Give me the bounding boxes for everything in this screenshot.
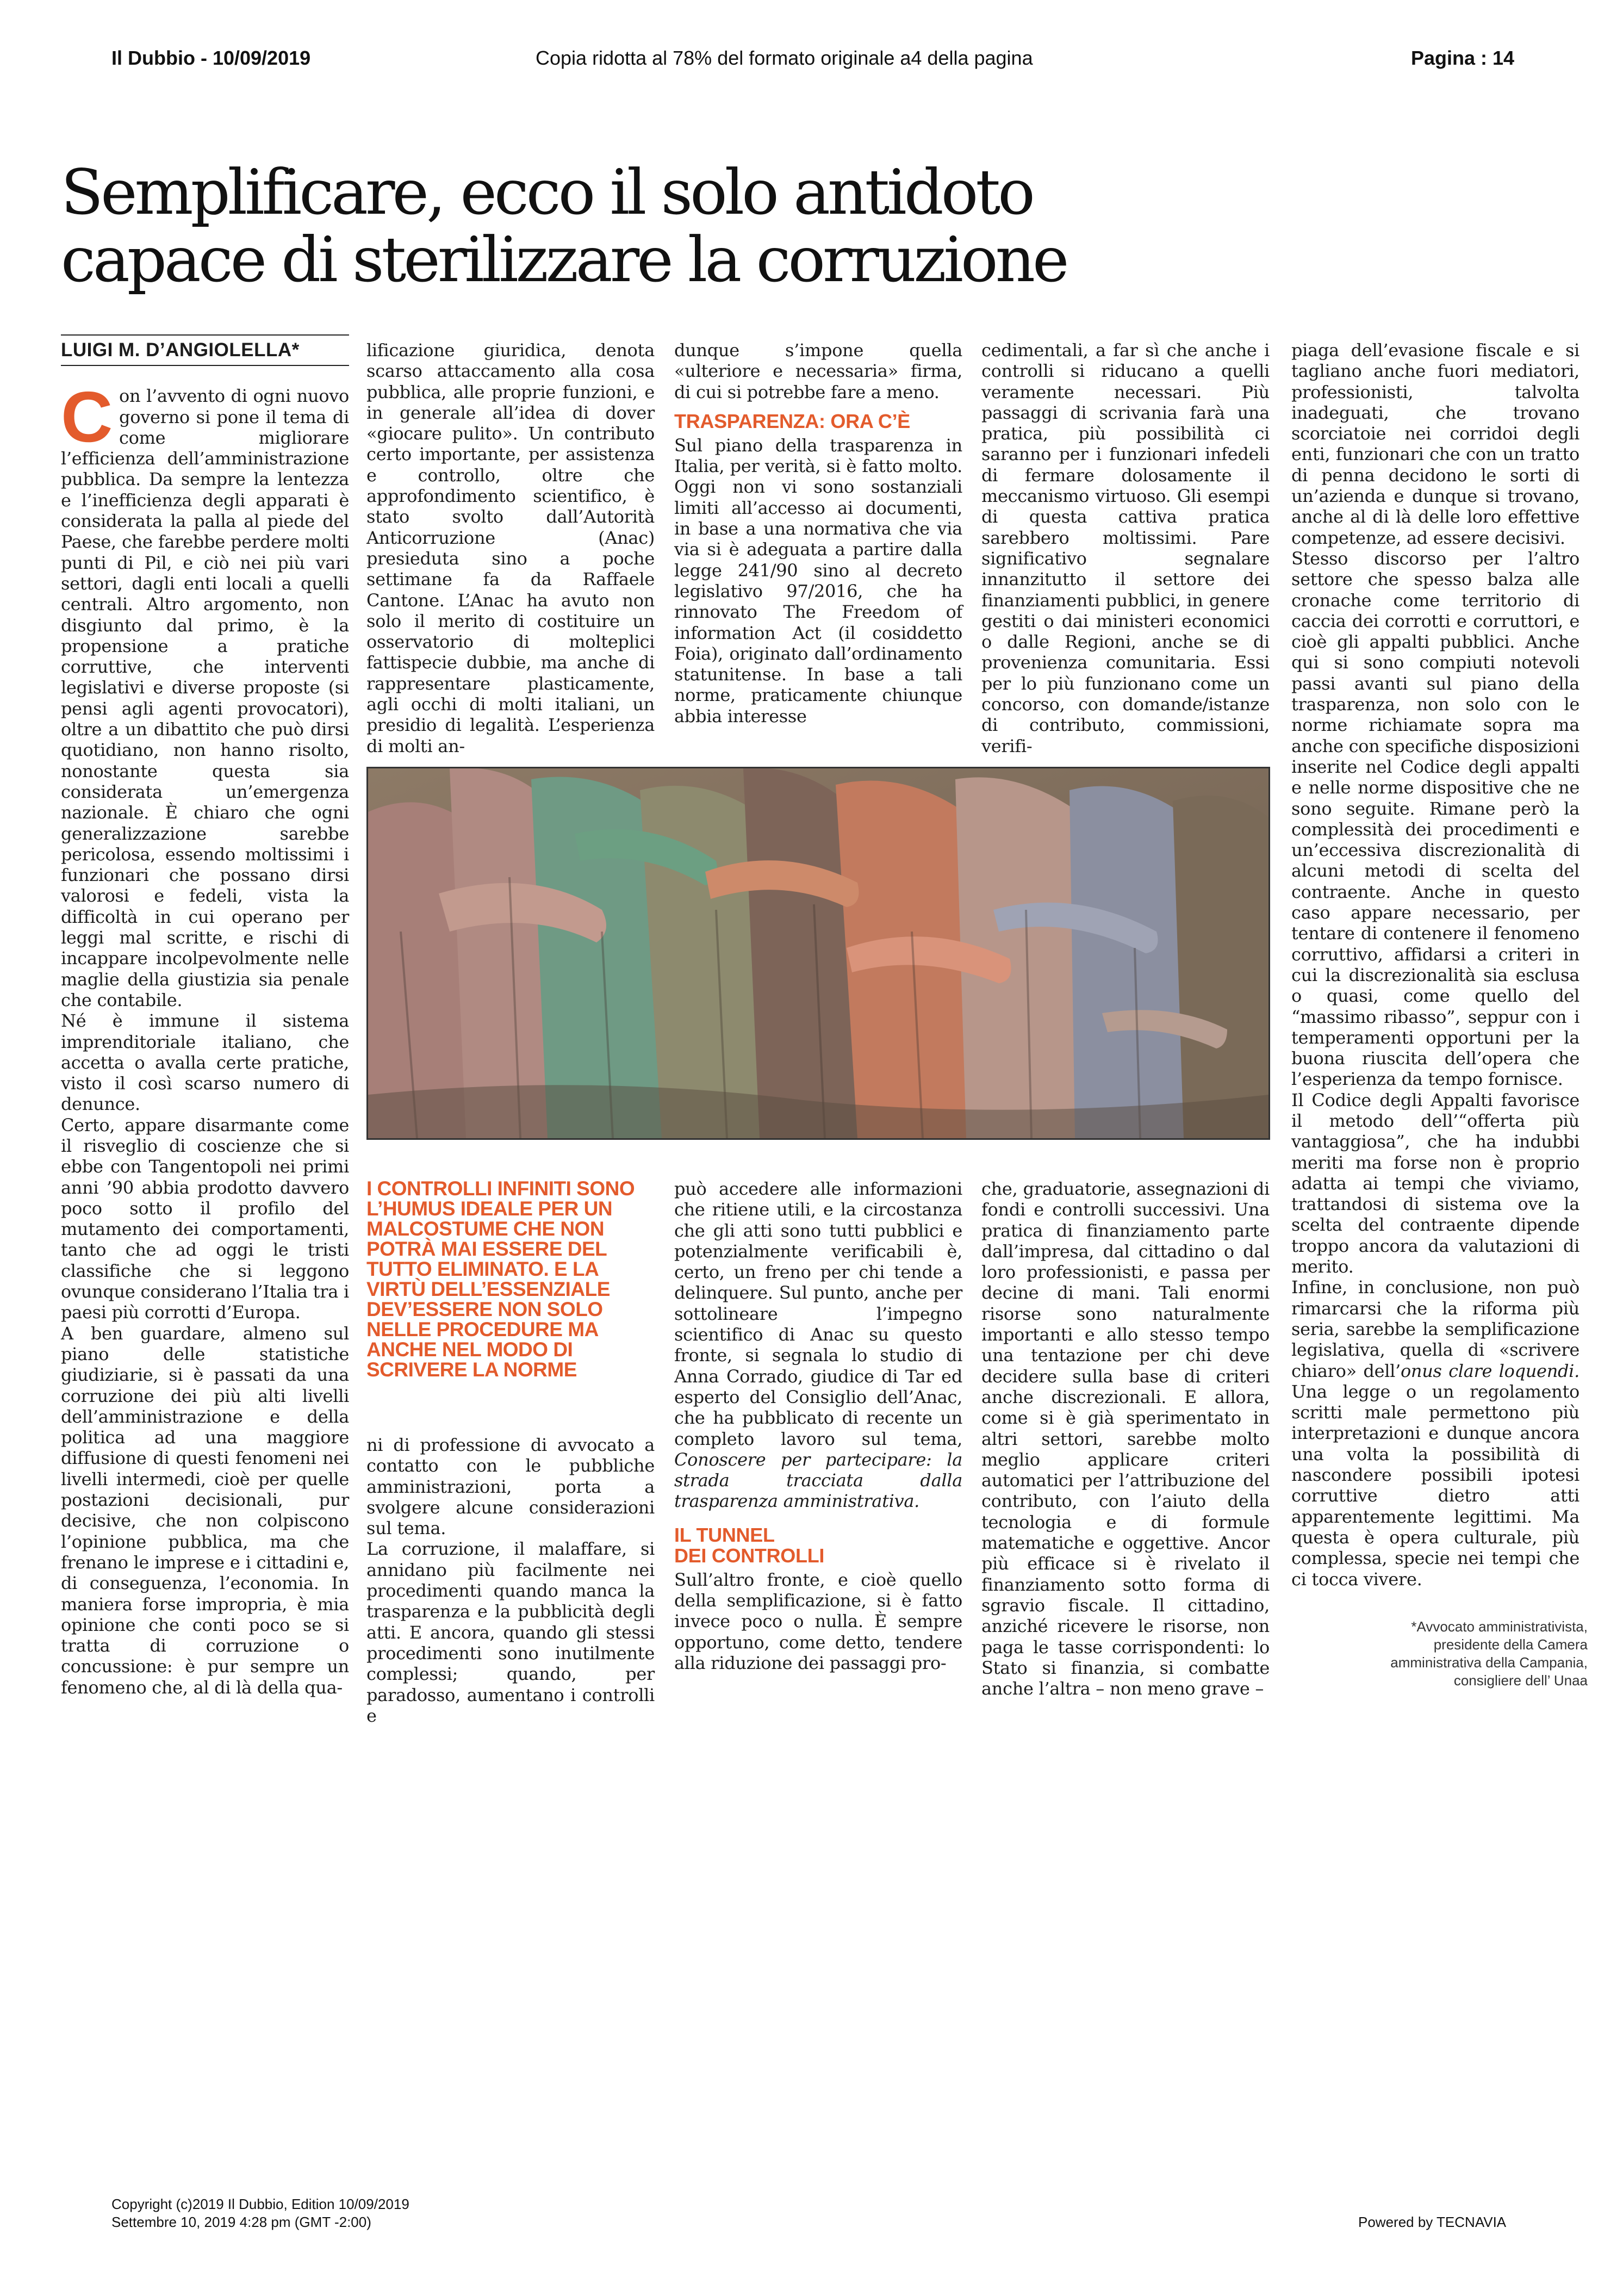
paragraph: [61, 377, 349, 1010]
paragraph-text: può accedere alle informazioni che ritiene utili, e la circostanza che gli atti sono tutti pubblici e potenzialmente verificabili è, certo, un freno per chi tende a delinquere. Sul punto, anche per sottolineare l’impegno scientifico di Anac su questo fronte, si segnala lo studio di Anna Corrado, giudice di Tar ed esperto del Consiglio dell’Anac, che ha pubblicato di recente un completo lavoro sul tema,: [674, 1178, 962, 1449]
latin-phrase: onus clare loquendi.: [1400, 1360, 1580, 1381]
paragraph: che, graduatorie, assegnazioni di fondi e controlli successivi. Una pratica di finanziamento parte dall’impresa, dal cittadino o dal loro professionisti, e passa per decine di mani. Tali enormi risorse sono naturalmente importanti e allo stesso tempo una tentazione per chi deve decidere sulla base di criteri anche discrezionali. E allora, come si è già sperimentato in altri settori, sarebbe molto meglio applicare criteri automatici per l’attribuzione del contributo, con l’aiuto della tecnologia e di formule matematiche e oggettive. Ancor più efficace si è rivelato il finanziamento sotto forma di sgravio fiscale. Il cittadino, anziché ricevere le risorse, non paga le tasse corrispondenti: lo Stato si finanzia, si combatte anche l’altra – non meno grave –: [981, 1178, 1270, 1699]
footnote-line: *Avvocato amministrativista,: [1411, 1618, 1588, 1635]
paragraph: A ben guardare, almeno sul piano delle statistiche giudiziarie, si è passati da una corruzione dei più alti livelli dell’amministrazione e della politica ad una maggiore diffusione di questi fenomeni nei livelli intermedi, cioè per quelle postazioni decisionali, pur decisive, che non colpiscono l’opinione pubblica, ma che frenano le imprese e i cittadini e, di conseguenza, l’economia. In maniera forse impropria, è mia opinione che conti poco se si tratta di corruzione o concussione: è pur sempre un fenomeno che, al di là della qua-: [61, 1323, 349, 1698]
paragraph: La corruzione, il malaffare, si annidano più facilmente nei procedimenti quando manca la trasparenza e la pubblicità degli atti. E ancora, quando gli stessi procedimenti sono inutilmente complessi; quando, per paradosso, aumentano i controlli e: [366, 1538, 655, 1726]
paragraph: piaga dell’evasione fiscale e si tagliano anche fuori mediatori, professionisti, talvolta inadeguati, che trovano scorciatoie nei corridoi degli enti, funzionari che con un tratto di penna decidono le sorti di un’azienda e dunque si trovano, anche al di là delle loro effettive competenze, ad essere decisivi.: [1291, 340, 1580, 548]
timestamp-line: Settembre 10, 2019 4:28 pm (GMT -2:00): [111, 2214, 371, 2230]
column-2-bottom: [366, 1435, 655, 1726]
paragraph: Certo, appare disarmante come il risveglio di coscienze che si ebbe con Tangentopoli nei primi anni ’90 abbia prodotto davvero poco sotto il profilo del mutamento dei comportamenti, tanto che ad oggi le tristi classifiche che si leggono ovunque considerano l’Italia tra i paesi più corrotti d’Europa.: [61, 1114, 349, 1323]
paragraph: Sull’altro fronte, e cioè quello della semplificazione, si è fatto invece poco o nulla. È sempre opportuno, come detto, tendere alla riduzione dei passaggi pro-: [674, 1569, 962, 1673]
drop-cap: C: [61, 377, 113, 457]
column-3-top: [674, 340, 962, 727]
paragraph-text: Una legge o un regolamento scritti male permettono più interpretazioni e dunque ancora una volta la possibilità di nascondere possibili ipotesi corruttive dietro atti apparentemente legittimi. Ma questa è opera culturale, più complessa, specie nei tempi che ci tocca vivere.: [1291, 1381, 1580, 1590]
paragraph: dunque s’impone quella «ulteriore e necessaria» firma, di cui si potrebbe fare a meno.: [674, 340, 962, 402]
footnote-line: presidente della Camera: [1433, 1636, 1588, 1653]
reduction-note: Copia ridotta al 78% del formato originale a4 della pagina: [536, 47, 1033, 69]
column-3-bottom: [674, 1178, 962, 1673]
paragraph: [1291, 1277, 1580, 1589]
pull-quote: I CONTROLLI INFINITI SONO L’HUMUS IDEALE PER UN MALCOSTUME CHE NON POTRÀ MAI ESSERE DEL TUTTO ELIMINATO. E LA VIRTÙ DELL’ESSENZIALE DEV’ESSERE NON SOLO NELLE PROCEDURE MA ANCHE NEL MODO DI SCRIVERE LA NORME: [366, 1177, 635, 1381]
article-illustration: [366, 767, 1270, 1140]
footnote-line: amministrativa della Campania,: [1390, 1654, 1588, 1671]
paragraph: ni di professione di avvocato a contatto con le pubbliche amministrazioni, porta a svolgere alcune considerazioni sul tema.: [366, 1435, 655, 1539]
paragraph: Stesso discorso per l’altro settore che spesso balza alle cronache come territorio di caccia dei corrotti e corruttori, e cioè gli appalti pubblici. Anche qui si sono compiuti notevoli passi avanti sul piano della trasparenza, non solo con le norme richiamate sopra ma anche con specifiche disposizioni inserite nel Codice degli appalti e nelle norme dispositive che ne sono seguite. Rimane però la complessità dei procedimenti e un’eccessiva discrezionalità di alcuni metodi di scelta del contraente. Anche in questo caso appare necessario, per tentare di contenere il fenomeno corruttivo, affidarsi a criteri in cui la discrezionalità sia esclusa o quasi, come quello del “massimo ribasso”, seppur con i temperamenti opportuni per la buona riuscita dell’opera che l’esperienza da tempo fornisce.: [1291, 548, 1580, 1090]
paragraph: cedimentali, a far sì che anche i controlli si riducano a quelli veramente necessari. Più passaggi di scrivania farà una pratica, più possibilità ci saranno per i funzionari infedeli di fermare dolosamente il meccanismo virtuoso. Gli esempi di questa cattiva pratica sarebbero moltissimi. Pare significativo segnalare innanzitutto il settore dei finanziamenti pubblici, in genere gestiti o dai ministeri economici o dalle Regioni, anche se di provenienza comunitaria. Essi per lo più funzionano come un concorso, con domande/istanze di contributo, commissioni, verifi-: [981, 340, 1270, 756]
column-1: [61, 334, 349, 1698]
article-headline: [61, 156, 1148, 296]
paragraph: Sul piano della trasparenza in Italia, per verità, si è fatto molto. Oggi non vi sono sostanziali limiti all’accesso ai documenti, in base a una normativa che via via si è adeguata a partire dalla legge 241/90 sino al decreto legislativo 97/2016, che ha rinnovato The Freedom of information Act (il cosiddetto Foia), originato dall’ordinamento statunitense. In base a tali norme, praticamente chiunque abbia interesse: [674, 435, 962, 727]
author-footnote: [1299, 1618, 1588, 1690]
paragraph-text: on l’avvento di ogni nuovo governo si pone il tema di come migliorare l’efficienza dell’amministrazione pubblica. Da sempre la lentezza e l’inefficienza degli apparati è considerata la palla al piede del Paese, che farebbe perdere molti punti di Pil, e ciò nei più vari settori, dagli enti locali a quelli centrali. Altro argomento, non disgiunto dal primo, è la propensione a pratiche corruttive, che interventi legislativi e diverse proposte (si pensi agli agenti provocatori), oltre a un dibattito che può dirsi quotidiano, non hanno risolto, nonostante questa sia considerata un’emergenza nazionale. È chiaro che ogni generalizzazione sarebbe pericolosa, essendo moltissimi i funzionari che possano dirsi valorosi e fedeli, vista la difficoltà in cui operano per leggi mal scritte, e rischi di incappare incolpevolmente nelle maglie della giustizia sia penale che contabile.: [61, 386, 349, 1010]
column-4-bottom: [981, 1178, 1270, 1699]
headline-line-2: capace di sterilizzare la corruzione: [61, 224, 1067, 296]
column-2-top: [366, 340, 655, 756]
people-embracing-painting: [368, 768, 1268, 1138]
subhead-tunnel-line-1: IL TUNNEL: [674, 1523, 775, 1546]
byline: LUIGI M. D’ANGIOLELLA*: [61, 334, 349, 366]
paragraph: lificazione giuridica, denota scarso attaccamento alla cosa pubblica, alle proprie funzioni, e in generale all’idea di dover «giocare pulito». Un contributo certo importante, per assistenza e controllo, oltre che approfondimento scientifico, è stato svolto dall’Autorità Anticorruzione (Anac) presieduta sino a poche settimane fa da Raffaele Cantone. L’Anac ha avuto non solo il merito di costituire un osservatorio di molteplici fattispecie dubbie, ma anche di rappresentare plasticamente, agli occhi di molti italiani, un presidio di legalità. L’esperienza di molti an-: [366, 340, 655, 756]
paragraph: [674, 1178, 962, 1512]
column-4-top: [981, 340, 1270, 756]
page-number: Pagina : 14: [1411, 47, 1515, 69]
newspaper-date: Il Dubbio - 10/09/2019: [111, 47, 311, 69]
book-title: Conoscere per partecipare: la strada tracciata dalla trasparenza amministrativa.: [674, 1449, 962, 1512]
paragraph-text: Infine, in conclusione, non può rimarcarsi che la riforma più seria, sarebbe la semplificazione legislativa, quella di «scrivere chiaro» dell’: [1291, 1277, 1580, 1381]
paragraph: Il Codice degli Appalti favorisce il metodo dell’“offerta più vantaggiosa”, che ha indubbi meriti ma forse non è proprio adatta ai tempi che viviamo, trattandosi di sistema ove la scelta del contraente dipende troppo ancora da valutazioni di merito.: [1291, 1089, 1580, 1277]
subhead-tunnel: [674, 1525, 962, 1566]
subhead-trasparenza: TRASPARENZA: ORA C’È: [674, 409, 910, 432]
powered-by: Powered by TECNAVIA: [1358, 2214, 1507, 2230]
paragraph: Né è immune il sistema imprenditoriale italiano, che accetta o avalla certe pratiche, visto il così scarso numero di denunce.: [61, 1010, 349, 1115]
subhead-tunnel-line-2: DEI CONTROLLI: [674, 1544, 825, 1567]
headline-line-1: Semplificare, ecco il solo antidoto: [61, 156, 1033, 228]
column-5: [1291, 340, 1580, 1590]
footnote-line: consigliere dell’ Unaa: [1453, 1672, 1588, 1689]
copyright-line: Copyright (c)2019 Il Dubbio, Edition 10/09/2019: [111, 2196, 409, 2212]
